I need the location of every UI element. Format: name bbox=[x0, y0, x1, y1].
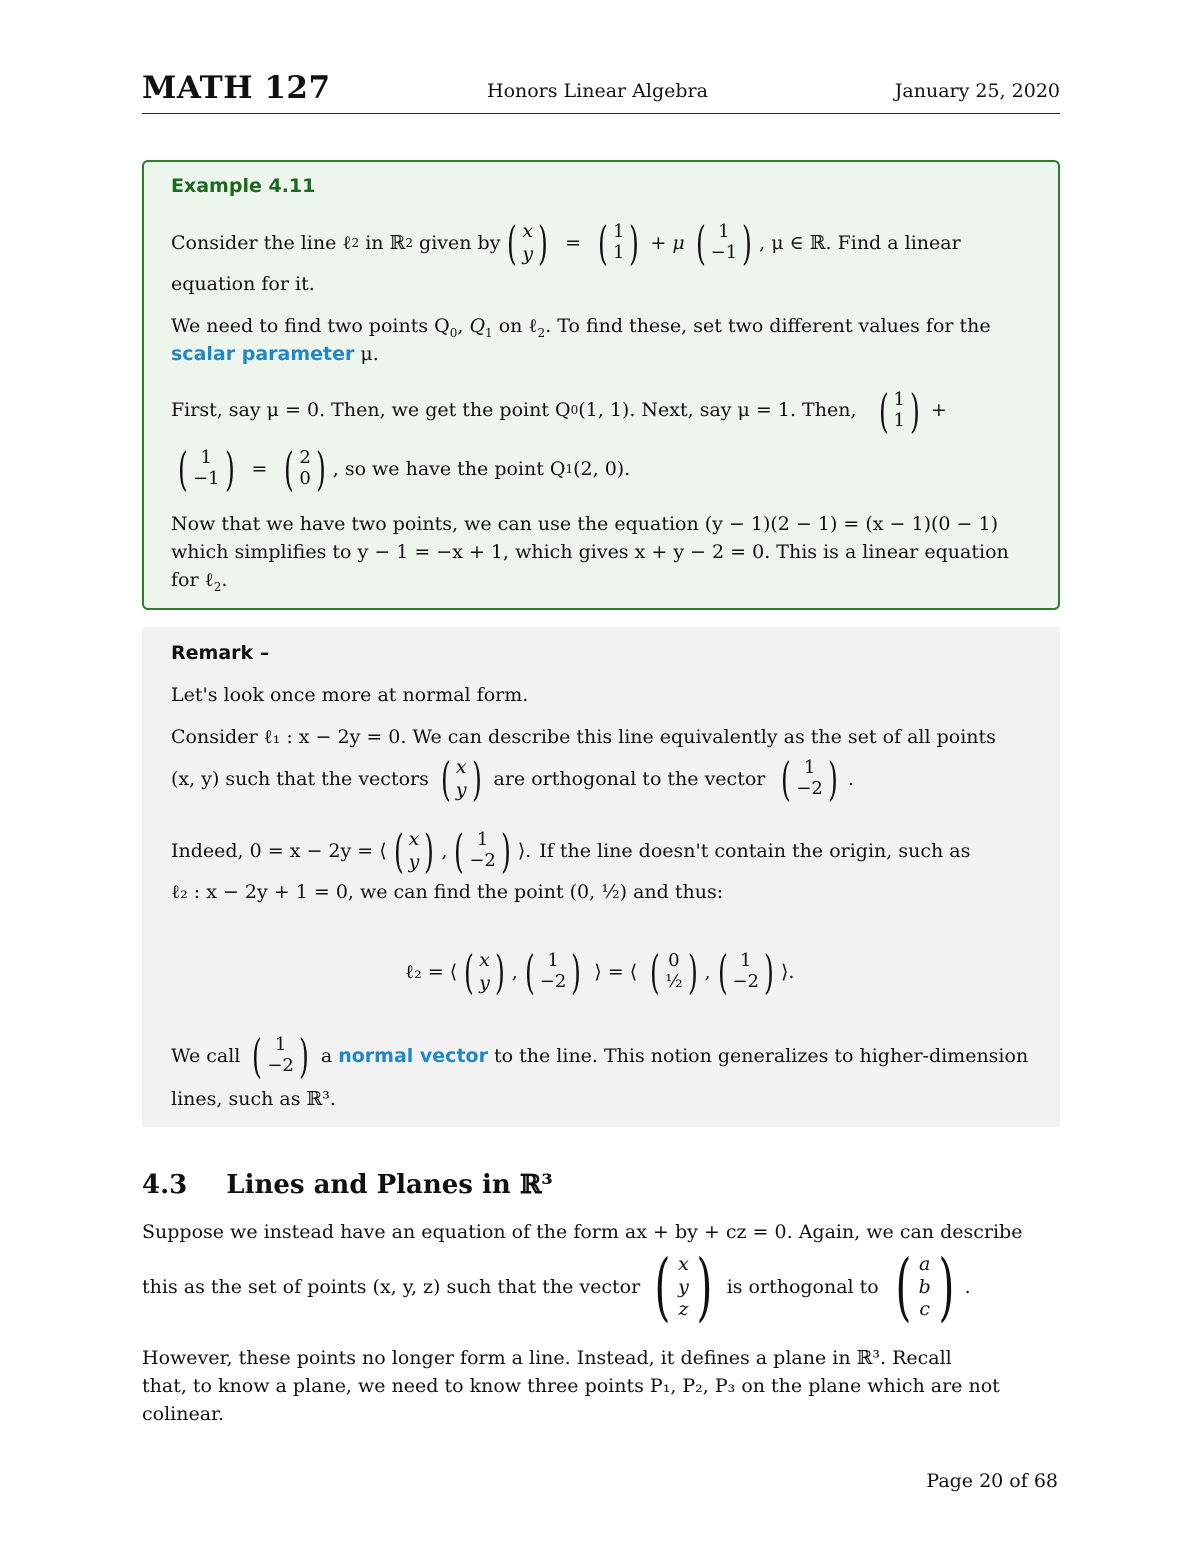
example-paragraph-4-line2: which simplifies to y − 1 = −x + 1, which gives x + y − 2 = 0. This is a linear equation bbox=[171, 541, 1009, 563]
remark-paragraph-3-line1: Indeed, 0 = x − 2y = ⟨ ( x y ) , ( 1 −2 ) ⟩. If the line doesn't contain the origin, such as bbox=[171, 824, 971, 878]
course-subtitle: Honors Linear Algebra bbox=[487, 80, 708, 102]
remark-paragraph-2-line2: (x, y) such that the vectors ( x y ) are orthogonal to the vector ( 1 −2 ) . bbox=[171, 752, 854, 806]
example-paragraph-1-end: equation for it. bbox=[171, 273, 315, 295]
text: to the line. This notion generalizes to higher-dimension bbox=[494, 1044, 1029, 1067]
remark-paragraph-2-line1: Consider ℓ₁ : x − 2y = 0. We can describe this line equivalently as the set of all points bbox=[171, 726, 996, 748]
page-header bbox=[142, 70, 1060, 114]
text: We need to find two points Q bbox=[171, 315, 450, 337]
text: (x, y) such that the vectors bbox=[171, 767, 429, 790]
text: is orthogonal to bbox=[726, 1275, 879, 1298]
vector-1-neg2-e: ( 1 −2 ) bbox=[252, 1029, 309, 1083]
body-paragraph-1-line2: this as the set of points (x, y, z) such that the vector ( x y z ) is orthogonal to ( a b c ) . bbox=[142, 1244, 971, 1330]
remark-display-equation: ℓ₂ = ⟨ ( x y ) , ( 1 −2 ) ⟩ = ⟨ ( 0 ½ ) , ( 1 −2 ) ⟩. bbox=[405, 945, 795, 999]
remark-paragraph-4-line1 bbox=[171, 1026, 1028, 1086]
body-paragraph-2-line3: colinear. bbox=[142, 1403, 225, 1425]
example-paragraph-2: We need to find two points $Q_0$, $Q_1$ on ℓ$_2$. To find these, set two different values for the bbox=[171, 315, 991, 340]
vector-xy: ( x y ) bbox=[507, 216, 549, 270]
vector-1-neg2-c: ( 1 −2 ) bbox=[524, 945, 582, 999]
body-paragraph-2-line2: that, to know a plane, we need to know three points P₁, P₂, P₃ on the plane which are not bbox=[142, 1375, 1000, 1397]
text: a bbox=[320, 1044, 333, 1067]
vector-abc: ( a b c ) bbox=[895, 1244, 955, 1330]
example-paragraph-2-line2 bbox=[171, 343, 379, 366]
body-paragraph-1-line1: Suppose we instead have an equation of the form ax + by + cz = 0. Again, we can describe bbox=[142, 1221, 1023, 1243]
vector-2-0: ( 2 0 ) bbox=[284, 442, 326, 496]
vector-1-neg1-b: ( 1 −1 ) bbox=[178, 442, 235, 496]
text: Indeed, 0 = x − 2y = ⟨ bbox=[171, 839, 387, 862]
vector-xy-c: ( x y ) bbox=[393, 824, 435, 878]
text: given by bbox=[419, 231, 501, 254]
text: ℓ₂ = ⟨ bbox=[405, 960, 458, 983]
text: in ℝ bbox=[365, 231, 406, 254]
example-paragraph-4-line1: Now that we have two points, we can use the equation (y − 1)(2 − 1) = (x − 1)(0 − 1) bbox=[171, 513, 999, 535]
remark-heading: Remark – bbox=[171, 642, 270, 664]
section-title: Lines and Planes in ℝ³ bbox=[226, 1170, 553, 1200]
vector-1-1-b: ( 1 1 ) bbox=[878, 383, 920, 438]
text: this as the set of points (x, y, z) such that the vector bbox=[142, 1275, 641, 1298]
text: (2, 0). bbox=[573, 457, 631, 480]
text: We call bbox=[171, 1044, 241, 1067]
text: Consider the line ℓ bbox=[171, 231, 352, 254]
vector-0-half: ( 0 ½ ) bbox=[650, 945, 698, 999]
vector-xyz: ( x y z ) bbox=[654, 1244, 713, 1330]
text: If the line doesn't contain the origin, such as bbox=[539, 839, 971, 862]
remark-paragraph-1: Let's look once more at normal form. bbox=[171, 684, 529, 706]
example-paragraph-4-line3: for ℓ$_2$. bbox=[171, 569, 228, 594]
text: are orthogonal to the vector bbox=[493, 767, 766, 790]
example-paragraph-3-line2: ( 1 −1 ) = ( 2 0 ) , so we have the point Q 1 (2, 0). bbox=[171, 440, 630, 498]
text: . To find these, set two different values for the bbox=[545, 315, 991, 337]
text: μ. bbox=[360, 343, 379, 365]
vector-1-neg2-b: ( 1 −2 ) bbox=[454, 824, 511, 878]
text: , μ ∈ ℝ. Find a linear bbox=[759, 231, 961, 254]
example-paragraph-3: First, say μ = 0. Then, we get the point Q 0 (1, 1). Next, say μ = 1. Then, ( 1 1 ) + bbox=[171, 383, 947, 438]
section-number: 4.3 bbox=[142, 1170, 188, 1200]
vector-xy-d: ( x y ) bbox=[464, 945, 505, 999]
vector-1-1: ( 1 1 ) bbox=[598, 216, 640, 270]
vector-1-neg2: ( 1 −2 ) bbox=[781, 752, 838, 806]
example-heading: Example 4.11 bbox=[171, 175, 316, 197]
course-title: MATH 127 bbox=[142, 70, 331, 106]
text: First, say μ = 0. Then, we get the point Q bbox=[171, 399, 571, 422]
remark-paragraph-4-line2: lines, such as ℝ³. bbox=[171, 1088, 336, 1110]
text: for ℓ bbox=[171, 569, 214, 591]
body-paragraph-2-line1: However, these points no longer form a line. Instead, it defines a plane in ℝ³. Recall bbox=[142, 1347, 952, 1369]
scalar-parameter-keyword: scalar parameter bbox=[171, 343, 355, 365]
page-number: Page 20 of 68 bbox=[926, 1470, 1058, 1492]
vector-1-neg2-d: ( 1 −2 ) bbox=[717, 945, 774, 999]
section-heading bbox=[142, 1170, 553, 1200]
text: on ℓ bbox=[498, 315, 538, 337]
header-date: January 25, 2020 bbox=[894, 80, 1060, 102]
example-paragraph-1: Consider the line ℓ 2 in ℝ 2 given by ( x y ) = ( 1 1 ) + μ ( 1 −1 ) , μ ∈ ℝ. Find a linear bbox=[171, 216, 961, 270]
remark-paragraph-3-line2: ℓ₂ : x − 2y + 1 = 0, we can find the point (0, ½) and thus: bbox=[171, 881, 724, 903]
vector-xy-b: ( x y ) bbox=[440, 752, 482, 806]
vector-1-neg1: ( 1 −1 ) bbox=[695, 216, 753, 270]
text: (1, 1). Next, say μ = 1. Then, bbox=[578, 399, 857, 422]
text: , so we have the point Q bbox=[332, 457, 566, 480]
normal-vector-keyword: normal vector bbox=[338, 1044, 488, 1067]
